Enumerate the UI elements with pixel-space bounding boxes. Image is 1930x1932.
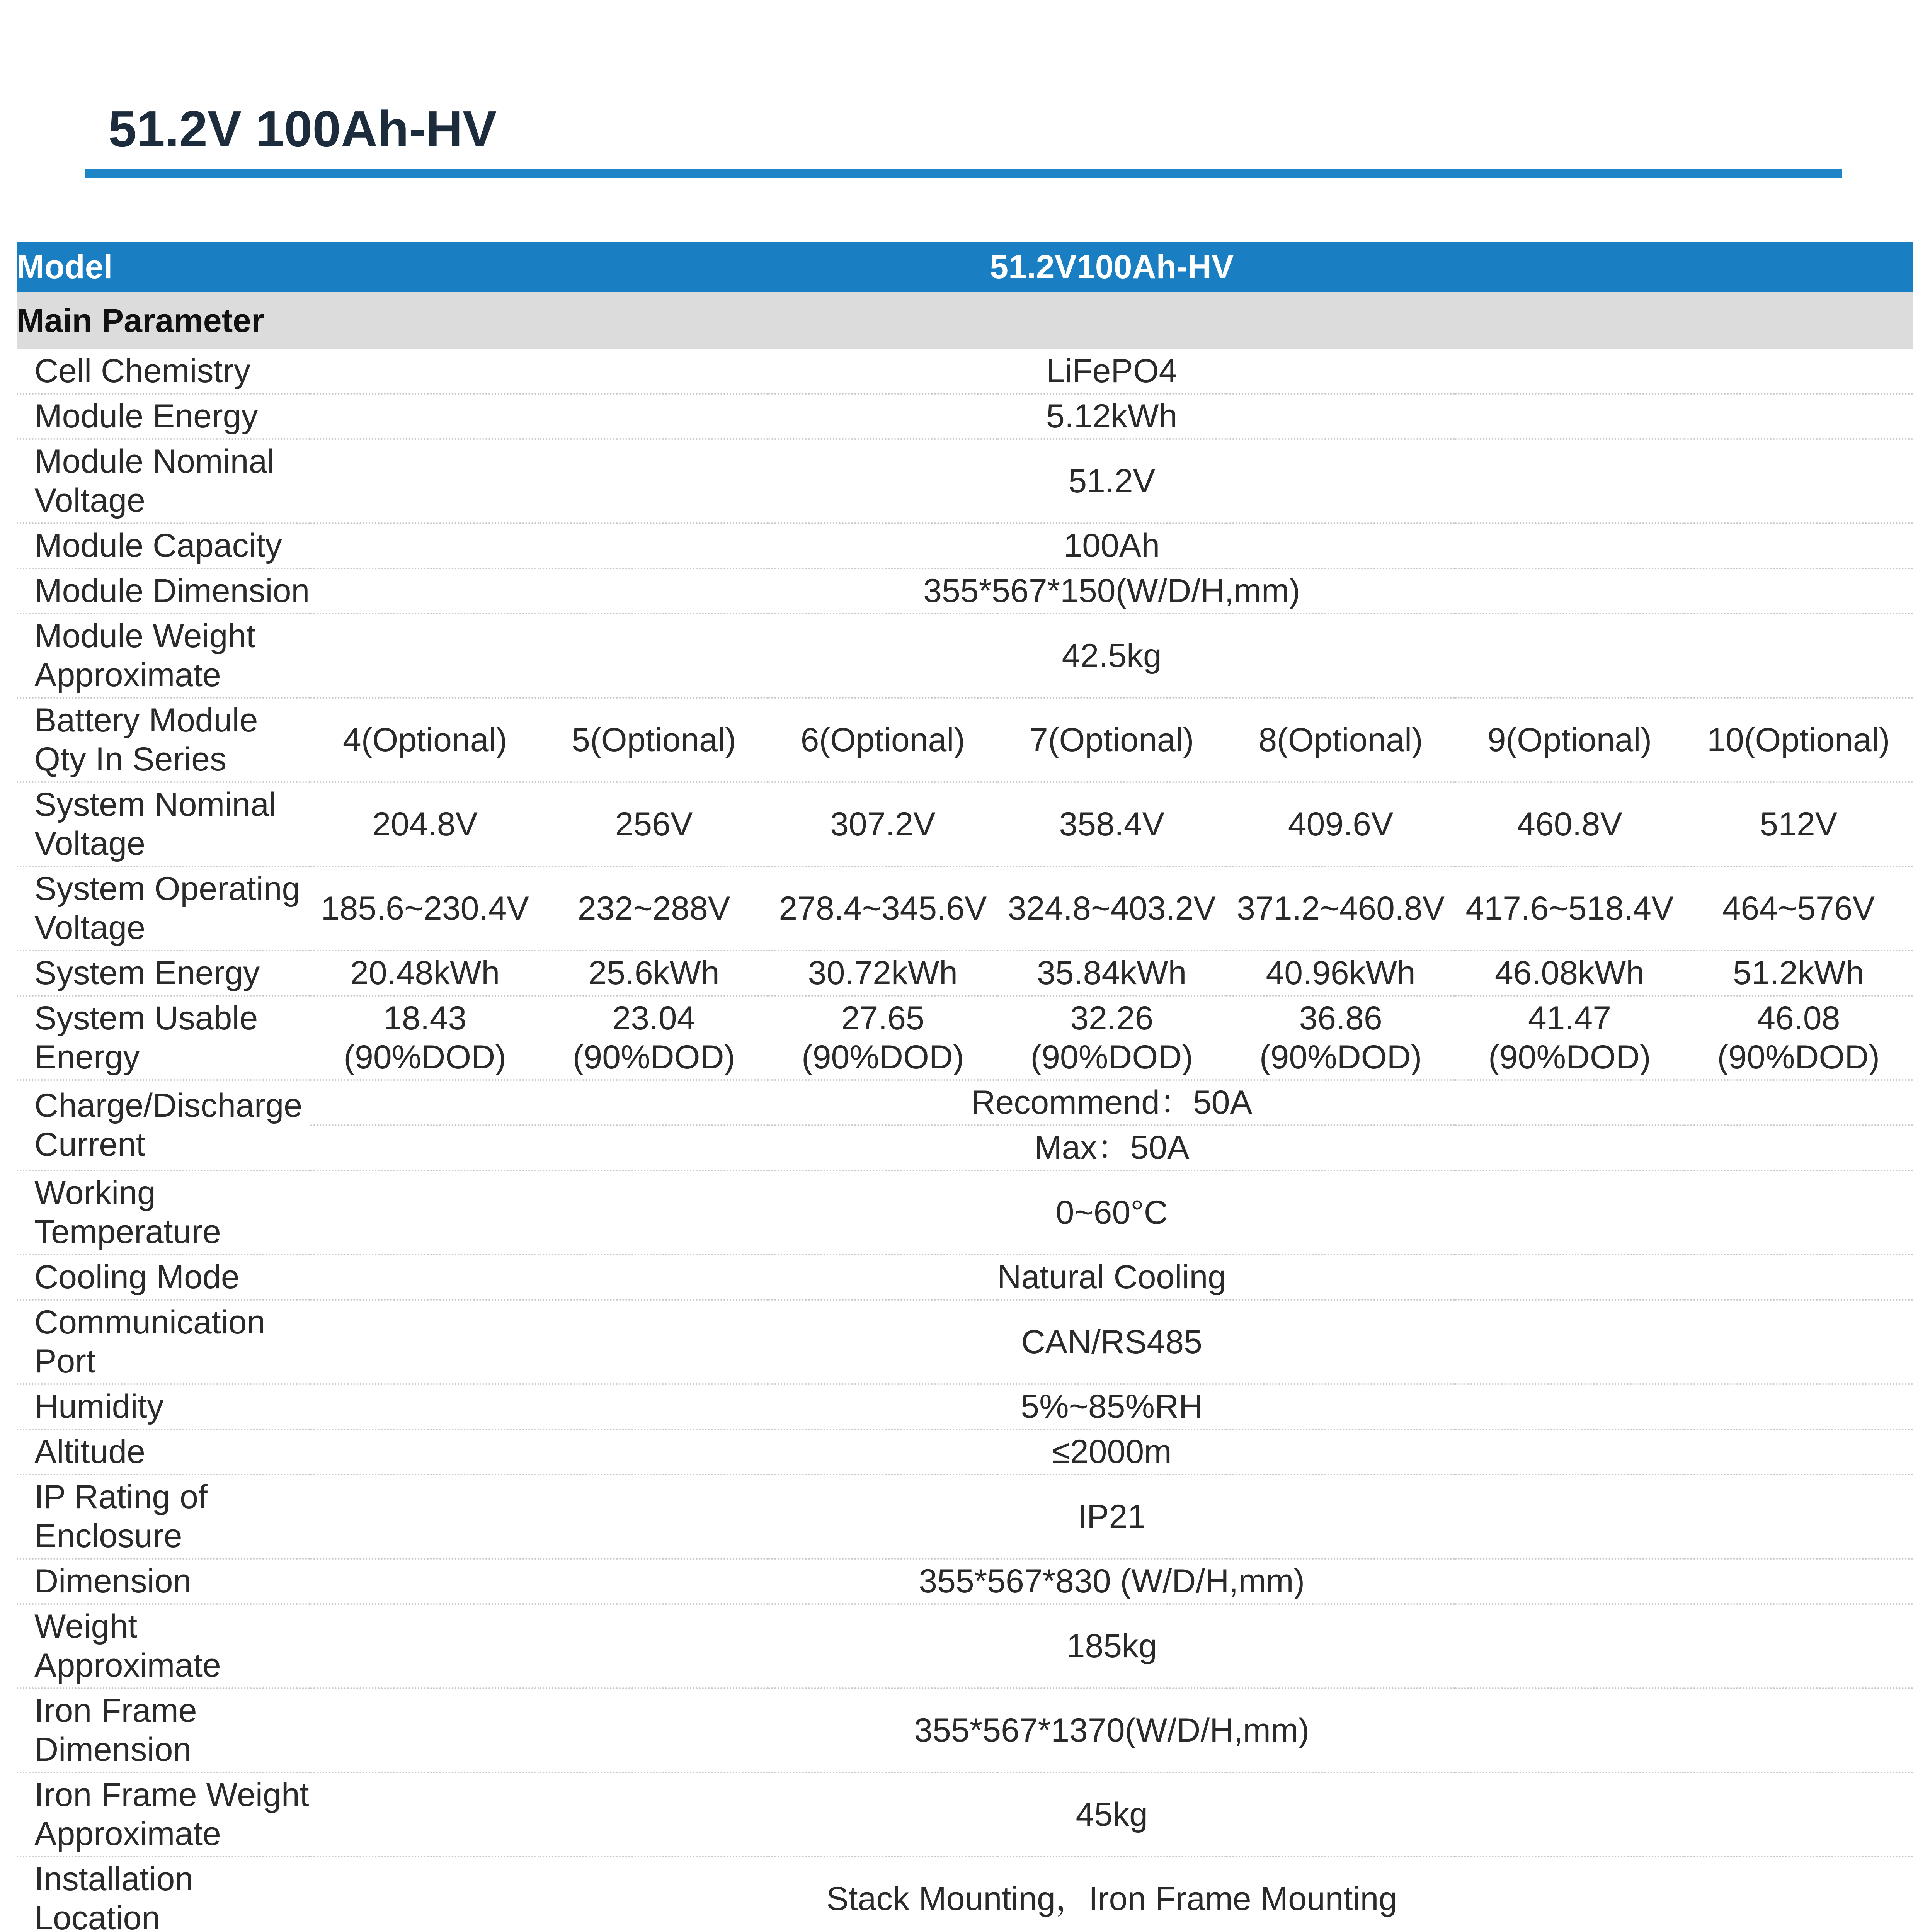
spec-value: 45kg bbox=[310, 1772, 1913, 1857]
spec-row bbox=[17, 1384, 1913, 1429]
spec-value-config-2: 256V bbox=[540, 782, 768, 866]
spec-row bbox=[17, 1688, 1913, 1772]
spec-value-config-4: 324.8~403.2V bbox=[997, 866, 1226, 951]
model-value: 51.2V100Ah-HV bbox=[310, 242, 1913, 292]
spec-label: Humidity bbox=[17, 1384, 310, 1429]
spec-value: 5.12kWh bbox=[310, 394, 1913, 439]
spec-label: System Nominal Voltage bbox=[17, 782, 310, 866]
spec-value: 355*567*1370(W/D/H,mm) bbox=[310, 1688, 1913, 1772]
spec-value-config-7: 464~576V bbox=[1684, 866, 1913, 951]
spec-label: Working Temperature bbox=[17, 1170, 310, 1255]
spec-row bbox=[17, 1604, 1913, 1688]
spec-value: Stack Mounting，Iron Frame Mounting bbox=[310, 1857, 1913, 1932]
spec-value: 185kg bbox=[310, 1604, 1913, 1688]
spec-value: ≤2000m bbox=[310, 1429, 1913, 1475]
spec-value: 42.5kg bbox=[310, 614, 1913, 698]
charge-current-label: Charge/Discharge Current bbox=[17, 1080, 310, 1170]
spec-value: 355*567*830 (W/D/H,mm) bbox=[310, 1559, 1913, 1604]
spec-label: IP Rating of Enclosure bbox=[17, 1475, 310, 1559]
spec-value-config-2: 25.6kWh bbox=[540, 951, 768, 996]
spec-row bbox=[17, 1772, 1913, 1857]
section-header-row bbox=[17, 292, 1913, 349]
spec-row bbox=[17, 523, 1913, 568]
spec-row bbox=[17, 614, 1913, 698]
spec-label: System Operating Voltage bbox=[17, 866, 310, 951]
spec-value-config-3: 27.65 (90%DOD) bbox=[768, 996, 997, 1080]
spec-value-config-3: 278.4~345.6V bbox=[768, 866, 997, 951]
spec-value-config-6: 46.08kWh bbox=[1455, 951, 1684, 996]
spec-row bbox=[17, 1857, 1913, 1932]
spec-row bbox=[17, 394, 1913, 439]
spec-value-config-4: 358.4V bbox=[997, 782, 1226, 866]
spec-label: Cooling Mode bbox=[17, 1255, 310, 1300]
spec-value-config-7: 10(Optional) bbox=[1684, 698, 1913, 782]
spec-label: System Usable Energy bbox=[17, 996, 310, 1080]
model-label: Model bbox=[17, 242, 310, 292]
spec-label: Iron Frame Weight Approximate bbox=[17, 1772, 310, 1857]
spec-row-multi bbox=[17, 866, 1913, 951]
spec-label: Cell Chemistry bbox=[17, 349, 310, 394]
spec-value-config-1: 20.48kWh bbox=[310, 951, 539, 996]
spec-row-multi bbox=[17, 996, 1913, 1080]
spec-label: System Energy bbox=[17, 951, 310, 996]
spec-value-config-6: 460.8V bbox=[1455, 782, 1684, 866]
spec-label: Weight Approximate bbox=[17, 1604, 310, 1688]
section-title: Main Parameter bbox=[17, 292, 1913, 349]
spec-row bbox=[17, 1429, 1913, 1475]
spec-value-config-4: 35.84kWh bbox=[997, 951, 1226, 996]
spec-value: 51.2V bbox=[310, 439, 1913, 523]
spec-row bbox=[17, 568, 1913, 614]
spec-label: Installation Location bbox=[17, 1857, 310, 1932]
spec-value-config-6: 9(Optional) bbox=[1455, 698, 1684, 782]
spec-table bbox=[17, 242, 1913, 1932]
spec-value: IP21 bbox=[310, 1475, 1913, 1559]
spec-row bbox=[17, 1559, 1913, 1604]
spec-label: Battery Module Qty In Series bbox=[17, 698, 310, 782]
page-title: 51.2V 100Ah-HV bbox=[108, 100, 497, 157]
spec-value: CAN/RS485 bbox=[310, 1300, 1913, 1384]
spec-value-config-6: 41.47 (90%DOD) bbox=[1455, 996, 1684, 1080]
spec-value-config-5: 409.6V bbox=[1226, 782, 1455, 866]
spec-row bbox=[17, 1475, 1913, 1559]
spec-value-config-7: 51.2kWh bbox=[1684, 951, 1913, 996]
spec-row-multi bbox=[17, 951, 1913, 996]
spec-label: Altitude bbox=[17, 1429, 310, 1475]
spec-row bbox=[17, 1255, 1913, 1300]
spec-row-multi bbox=[17, 698, 1913, 782]
model-header-row bbox=[17, 242, 1913, 292]
spec-value: 100Ah bbox=[310, 523, 1913, 568]
spec-row bbox=[17, 439, 1913, 523]
spec-value: 5%~85%RH bbox=[310, 1384, 1913, 1429]
spec-value-config-4: 32.26 (90%DOD) bbox=[997, 996, 1226, 1080]
spec-value-config-3: 30.72kWh bbox=[768, 951, 997, 996]
spec-label: Module Nominal Voltage bbox=[17, 439, 310, 523]
spec-label: Module Energy bbox=[17, 394, 310, 439]
spec-label: Dimension bbox=[17, 1559, 310, 1604]
spec-value-config-1: 4(Optional) bbox=[310, 698, 539, 782]
spec-value-config-1: 185.6~230.4V bbox=[310, 866, 539, 951]
spec-value-config-5: 36.86 (90%DOD) bbox=[1226, 996, 1455, 1080]
spec-value-config-3: 307.2V bbox=[768, 782, 997, 866]
spec-row bbox=[17, 1170, 1913, 1255]
charge-current-recommend: Recommend：50A bbox=[310, 1080, 1913, 1125]
spec-value-config-1: 18.43 (90%DOD) bbox=[310, 996, 539, 1080]
spec-value: 0~60°C bbox=[310, 1170, 1913, 1255]
spec-value-config-5: 8(Optional) bbox=[1226, 698, 1455, 782]
spec-value-config-5: 40.96kWh bbox=[1226, 951, 1455, 996]
spec-value: Natural Cooling bbox=[310, 1255, 1913, 1300]
spec-value-config-1: 204.8V bbox=[310, 782, 539, 866]
spec-value-config-2: 5(Optional) bbox=[540, 698, 768, 782]
spec-value-config-4: 7(Optional) bbox=[997, 698, 1226, 782]
spec-value: LiFePO4 bbox=[310, 349, 1913, 394]
spec-value-config-7: 46.08 (90%DOD) bbox=[1684, 996, 1913, 1080]
spec-value-config-2: 232~288V bbox=[540, 866, 768, 951]
spec-label: Communication Port bbox=[17, 1300, 310, 1384]
spec-value-config-5: 371.2~460.8V bbox=[1226, 866, 1455, 951]
charge-current-max: Max：50A bbox=[310, 1125, 1913, 1170]
charge-current-row bbox=[17, 1080, 1913, 1125]
spec-value-config-7: 512V bbox=[1684, 782, 1913, 866]
spec-label: Module Capacity bbox=[17, 523, 310, 568]
spec-row bbox=[17, 349, 1913, 394]
spec-label: Module Weight Approximate bbox=[17, 614, 310, 698]
spec-label: Iron Frame Dimension bbox=[17, 1688, 310, 1772]
spec-label: Module Dimension bbox=[17, 568, 310, 614]
spec-row bbox=[17, 1300, 1913, 1384]
spec-value-config-2: 23.04 (90%DOD) bbox=[540, 996, 768, 1080]
spec-value: 355*567*150(W/D/H,mm) bbox=[310, 568, 1913, 614]
spec-value-config-3: 6(Optional) bbox=[768, 698, 997, 782]
spec-row-multi bbox=[17, 782, 1913, 866]
title-underline bbox=[85, 169, 1842, 178]
spec-value-config-6: 417.6~518.4V bbox=[1455, 866, 1684, 951]
